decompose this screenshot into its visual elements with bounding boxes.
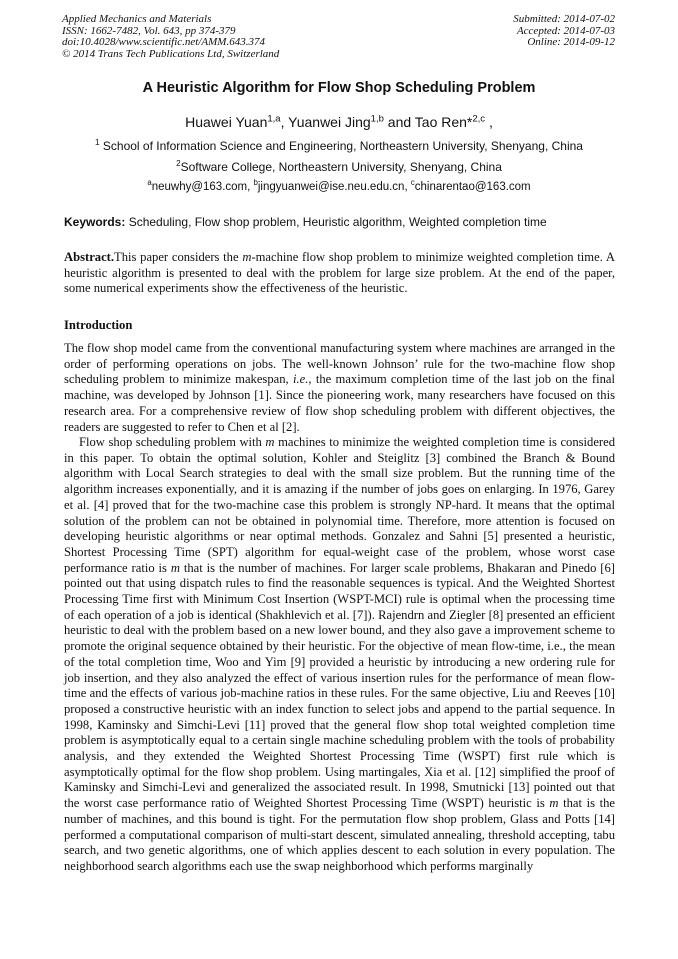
journal-name: Applied Mechanics and Materials — [62, 13, 212, 25]
introduction-paragraph-1 — [64, 341, 615, 435]
keywords-text: Scheduling, Flow shop problem, Heuristic algorithm, Weighted completion time — [125, 215, 547, 229]
math-m: m — [549, 796, 559, 811]
paragraph-text: , the maximum completion time of the last job on the final machine, was developed by Johnson [1]. Since the pioneering work, many researchers have focused on this research area. For a comprehensive review of flow shop scheduling problem with different objectives, the readers are suggested to refer to Chen et al [2]. — [64, 372, 616, 434]
copyright-line: © 2014 Trans Tech Publications Ltd, Switzerland — [62, 47, 280, 60]
email-list — [0, 178, 678, 193]
keywords — [64, 215, 547, 229]
doi-line: doi:10.4028/www.scientific.net/AMM.643.374 — [62, 36, 265, 48]
online-date: Online: 2014-09-12 — [527, 36, 615, 48]
italic-ie: i.e. — [292, 372, 309, 387]
affiliation-mark: 2 — [176, 159, 181, 168]
email-mark: a — [147, 178, 152, 188]
author-name: Tao Ren* — [414, 114, 473, 130]
abstract-math-m: m — [242, 250, 252, 264]
dates-header — [513, 14, 615, 49]
paragraph-text: that is the number of machines. For larger scale problems, Bhakaran and Pinedo [6] pointed out that using dispatch rules to find the reasonable sequences is typical. And the Weighted Shortest Processing Time first with Minimum Cost Insertion (WSPT-MCI) rule is optimal when the processing time of each operation of a job is identical (Shakhlevich et al. [7]). Rajendrn and Ziegler [8] presented an efficient heuristic to deal with the problem based on a new lower bound, and they also gave a improvement scheme to promote the original sequence obtained by their heuristic. For the objective of mean flow-time, i.e., the mean of the total completion time, Woo and Yim [9] provided a heuristic by introducing a new ordering rule for job insertion, and they also analyzed the effect of various insertion rules for the performance of mean flow-time and the effects of various job-machine ratios in these rules. For the same objective, Liu and Reeves [10] proposed a constructive heuristic with an index function to select jobs and append to the partial sequence. In 1998, Kaminsky and Simchi-Levi [11] proved that the general flow shop total weighted completion time problem is asymptotically equal to a certain single machine scheduling problem with the tools of probability analysis, and they extended the Weighted Shortest Processing Time (WSPT) first rule which is asymptotically optimal for the flow shop problem. Using martingales, Xia et al. [12] simplified the proof of Kaminsky and Simchi-Levi and generalized the associated result. In 1998, Smutnicki [13] pointed out that the worst case performance ratio of Weighted Shortest Processing Time (WSPT) heuristic is — [64, 560, 615, 811]
math-m: m — [265, 435, 275, 449]
introduction-heading: Introduction — [64, 318, 133, 332]
email-address[interactable]: neuwhy@163.com — [151, 181, 248, 193]
author-separator: , — [485, 114, 493, 130]
introduction-paragraph-2 — [64, 435, 615, 875]
paragraph-text: Flow shop scheduling problem with — [79, 435, 266, 449]
paragraph-text: machines to minimize the weighted completion time is considered in this paper. To obtain the optimal solution, Kohler and Steiglitz [3] combined the Branch & Bound algorithm with Local Search strategies to deal with the small size problem. But the running time of the algorithm increases exponentially, and it is amazing if the number of jobs goes on enlarging. In 1976, Garey et al. [4] proved that for the two-machine case this problem is strongly NP-hard. It means that the optimal solution of the problem can not be obtained in polynomial time. Therefore, more attention is focused on developing heuristic algorithms or near optimal methods. Gonzalez and Sahni [5] presented a heuristic, Shortest Processing Time (SPT) algorithm for equal-weight case of the problem, whose worst case performance ratio is — [64, 435, 615, 575]
abstract-text: -machine flow shop problem to minimize weighted completion time. A heuristic algorithm is presented to deal with the problem for large size problem. At the end of the paper, some numerical experiments show the effectiveness of the heuristic. — [64, 250, 615, 296]
issn-line: ISSN: 1662-7482, Vol. 643, pp 374-379 — [62, 24, 236, 37]
accepted-date: Accepted: 2014-07-03 — [516, 24, 615, 37]
author-affiliation-mark: 2,c — [472, 113, 486, 125]
journal-header — [62, 14, 279, 60]
affiliation-mark: 1 — [95, 138, 100, 147]
author-affiliation-mark: 1,b — [370, 113, 384, 125]
abstract — [64, 250, 615, 297]
math-m: m — [170, 560, 180, 575]
email-mark: c — [410, 178, 415, 188]
paper-title: A Heuristic Algorithm for Flow Shop Scheduling Problem — [142, 80, 536, 96]
author-affiliation-mark: 1,a — [267, 113, 281, 125]
affiliation-text: School of Information Science and Engineering, Northeastern University, Shenyang, China — [102, 139, 583, 153]
email-address[interactable]: jingyuanwei@ise.neu.edu.cn — [257, 181, 405, 193]
keywords-label: Keywords: — [64, 215, 126, 229]
affiliation-1 — [0, 139, 678, 153]
author-separator: , — [280, 114, 289, 130]
author-name: Huawei Yuan — [185, 114, 268, 130]
email-mark: b — [253, 178, 258, 188]
author-name: Yuanwei Jing — [288, 114, 371, 130]
affiliation-2 — [0, 160, 678, 174]
email-separator: , — [404, 181, 411, 193]
email-address[interactable]: chinarentao@163.com — [414, 181, 531, 193]
author-separator: and — [383, 114, 415, 130]
paragraph-text: that is the number of machines, and this bound is tight. For the permutation flow shop problem, Glass and Potts [14] performed a computational comparison of multi-start descent, simulated annealing, threshold accepting, tabu search, and two genetic algorithms, one of which applies descent to each solution in every population. The neighborhood search algorithms each use the swap neighborhood which performs marginally — [64, 796, 615, 873]
email-separator: , — [247, 181, 254, 193]
submitted-date: Submitted: 2014-07-02 — [513, 13, 615, 25]
author-list — [0, 114, 678, 130]
abstract-label: Abstract. — [64, 250, 115, 264]
abstract-text: This paper considers the — [114, 250, 243, 264]
affiliation-text: Software College, Northeastern University, Shenyang, China — [180, 160, 502, 174]
paragraph-text: The flow shop model came from the conventional manufacturing system where machines are arranged in the order of performing operations on jobs. The well-known Johnson’ rule for the two-machine flow shop scheduling problem to minimize makespan, — [64, 341, 615, 387]
